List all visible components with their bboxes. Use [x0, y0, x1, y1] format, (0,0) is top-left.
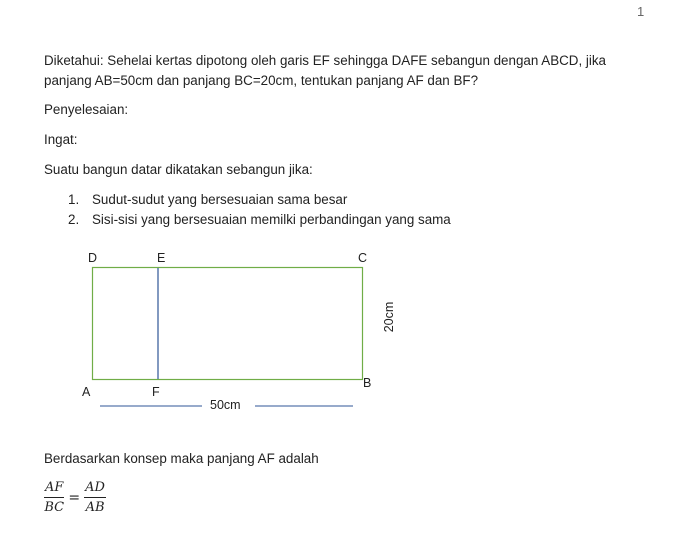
- rectangle-abcd: [93, 268, 363, 380]
- similarity-intro: Suatu bangun datar dikatakan sebangun jika:: [44, 162, 313, 177]
- fraction-ad-ab: [84, 480, 106, 515]
- page-number: 1: [637, 4, 645, 19]
- proportion-equation: [44, 480, 106, 515]
- list-item-text: Sudut-sudut yang bersesuaian sama besar: [92, 192, 348, 207]
- denominator: BC: [44, 500, 65, 515]
- denominator: AB: [85, 500, 105, 515]
- label-c: C: [358, 251, 368, 265]
- label-b: B: [363, 376, 372, 390]
- numerator: AD: [84, 480, 106, 498]
- problem-statement: Diketahui: Sehelai kertas dipotong oleh garis EF sehingga DAFE sebangun dengan ABCD, jika panjang AB=50cm dan panjang BC=20cm, tentukan panjang AF dan BF?: [44, 53, 607, 88]
- remember-label: Ingat:: [44, 132, 78, 147]
- fraction-af-bc: [44, 480, 64, 515]
- label-d: D: [88, 251, 98, 265]
- list-item-number: 2.: [68, 211, 80, 227]
- label-f: F: [152, 385, 160, 399]
- list-item-text: Sisi-sisi yang bersesuaian memilki perbandingan yang sama: [92, 211, 451, 227]
- height-label: 20cm: [382, 301, 396, 333]
- conclusion-text: Berdasarkan konsep maka panjang AF adalah: [44, 451, 319, 466]
- list-item-number: 1.: [68, 192, 80, 207]
- label-e: E: [157, 251, 166, 265]
- numerator: AF: [44, 480, 64, 498]
- equals-sign: =: [68, 489, 81, 506]
- width-label: 50cm: [210, 398, 241, 412]
- label-a: A: [82, 385, 91, 399]
- solution-heading: Penyelesaian:: [44, 102, 129, 117]
